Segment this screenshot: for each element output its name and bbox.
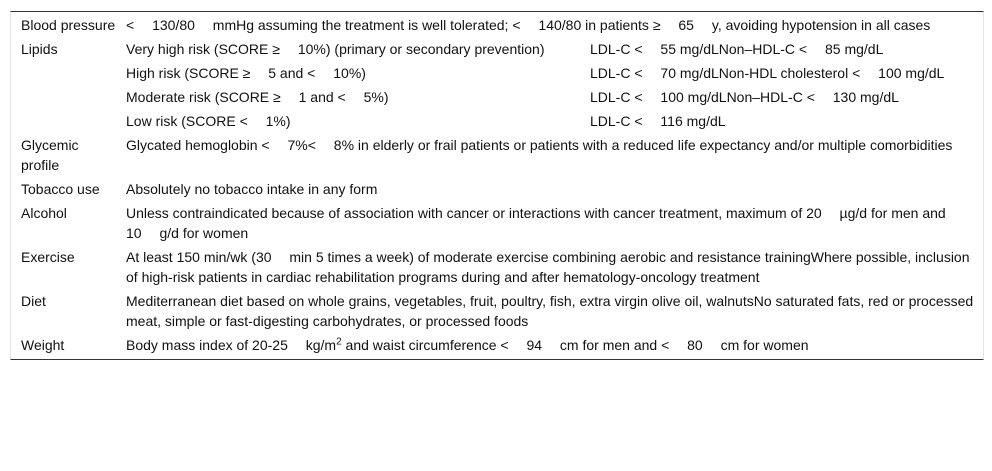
row-label: Weight (21, 337, 65, 353)
table-row (11, 109, 983, 133)
table-row (11, 177, 983, 201)
table-row (11, 133, 983, 177)
risk-category: Low risk (SCORE < 1%) (126, 113, 291, 129)
weight-text-end: and waist circumference < 94 cm for men and < 80 cm for women (341, 337, 809, 353)
row-label: Glycemic profile (21, 137, 79, 173)
table-row (11, 333, 983, 359)
table-row (11, 61, 983, 85)
table-row (11, 245, 983, 289)
table-row (11, 289, 983, 333)
lipid-target: LDL-C < 100 mg/dLNon–HDL-C < 130 mg/dL (590, 89, 899, 105)
row-value: Mediterranean diet based on whole grains, vegetables, fruit, poultry, fish, extra virgin olive oil, walnutsNo saturated fats, red or processed meat, simple or fast-digesting carbohydrates, or processed foods (126, 293, 974, 329)
row-label: Exercise (21, 249, 75, 265)
row-label: Alcohol (21, 205, 67, 221)
cardiovascular-targets-table (11, 12, 983, 359)
row-value: < 130/80 mmHg assuming the treatment is well tolerated; < 140/80 in patients ≥ 65 y, avoiding hypotension in all cases (126, 17, 931, 33)
row-label: Diet (21, 293, 46, 309)
superscript: 2 (336, 336, 342, 348)
lipid-target: LDL-C < 55 mg/dLNon–HDL-C < 85 mg/dL (590, 41, 884, 57)
row-value: Absolutely no tobacco intake in any form (126, 181, 378, 197)
row-label: Blood pressure (21, 17, 116, 33)
row-value: Glycated hemoglobin < 7%< 8% in elderly or frail patients or patients with a reduced life expectancy and/or multiple comorbidities (126, 137, 953, 153)
risk-category: High risk (SCORE ≥ 5 and < 10%) (126, 65, 366, 81)
table-row (11, 12, 983, 37)
table-row (11, 37, 983, 61)
weight-text-start: Body mass index of 20-25 kg/m (126, 337, 337, 353)
row-value (120, 333, 983, 359)
risk-category: Very high risk (SCORE ≥ 10%) (primary or secondary prevention) (126, 41, 545, 57)
lipid-target: LDL-C < 70 mg/dLNon-HDL cholesterol < 100 mg/dL (590, 65, 945, 81)
table-row (11, 85, 983, 109)
row-label: Tobacco use (21, 181, 100, 197)
row-label: Lipids (21, 41, 58, 57)
targets-table-container (10, 11, 984, 360)
risk-category: Moderate risk (SCORE ≥ 1 and < 5%) (126, 89, 389, 105)
lipid-target: LDL-C < 116 mg/dL (590, 113, 726, 129)
row-value: Unless contraindicated because of association with cancer or interactions with cancer treatment, maximum of 20 µg/d for men and 10 g/d for women (126, 205, 946, 241)
table-row (11, 201, 983, 245)
row-value: At least 150 min/wk (30 min 5 times a week) of moderate exercise combining aerobic and resistance trainingWhere possible, inclusion of high-risk patients in cardiac rehabilitation programs during and after hematology-oncology treatment (126, 249, 970, 285)
